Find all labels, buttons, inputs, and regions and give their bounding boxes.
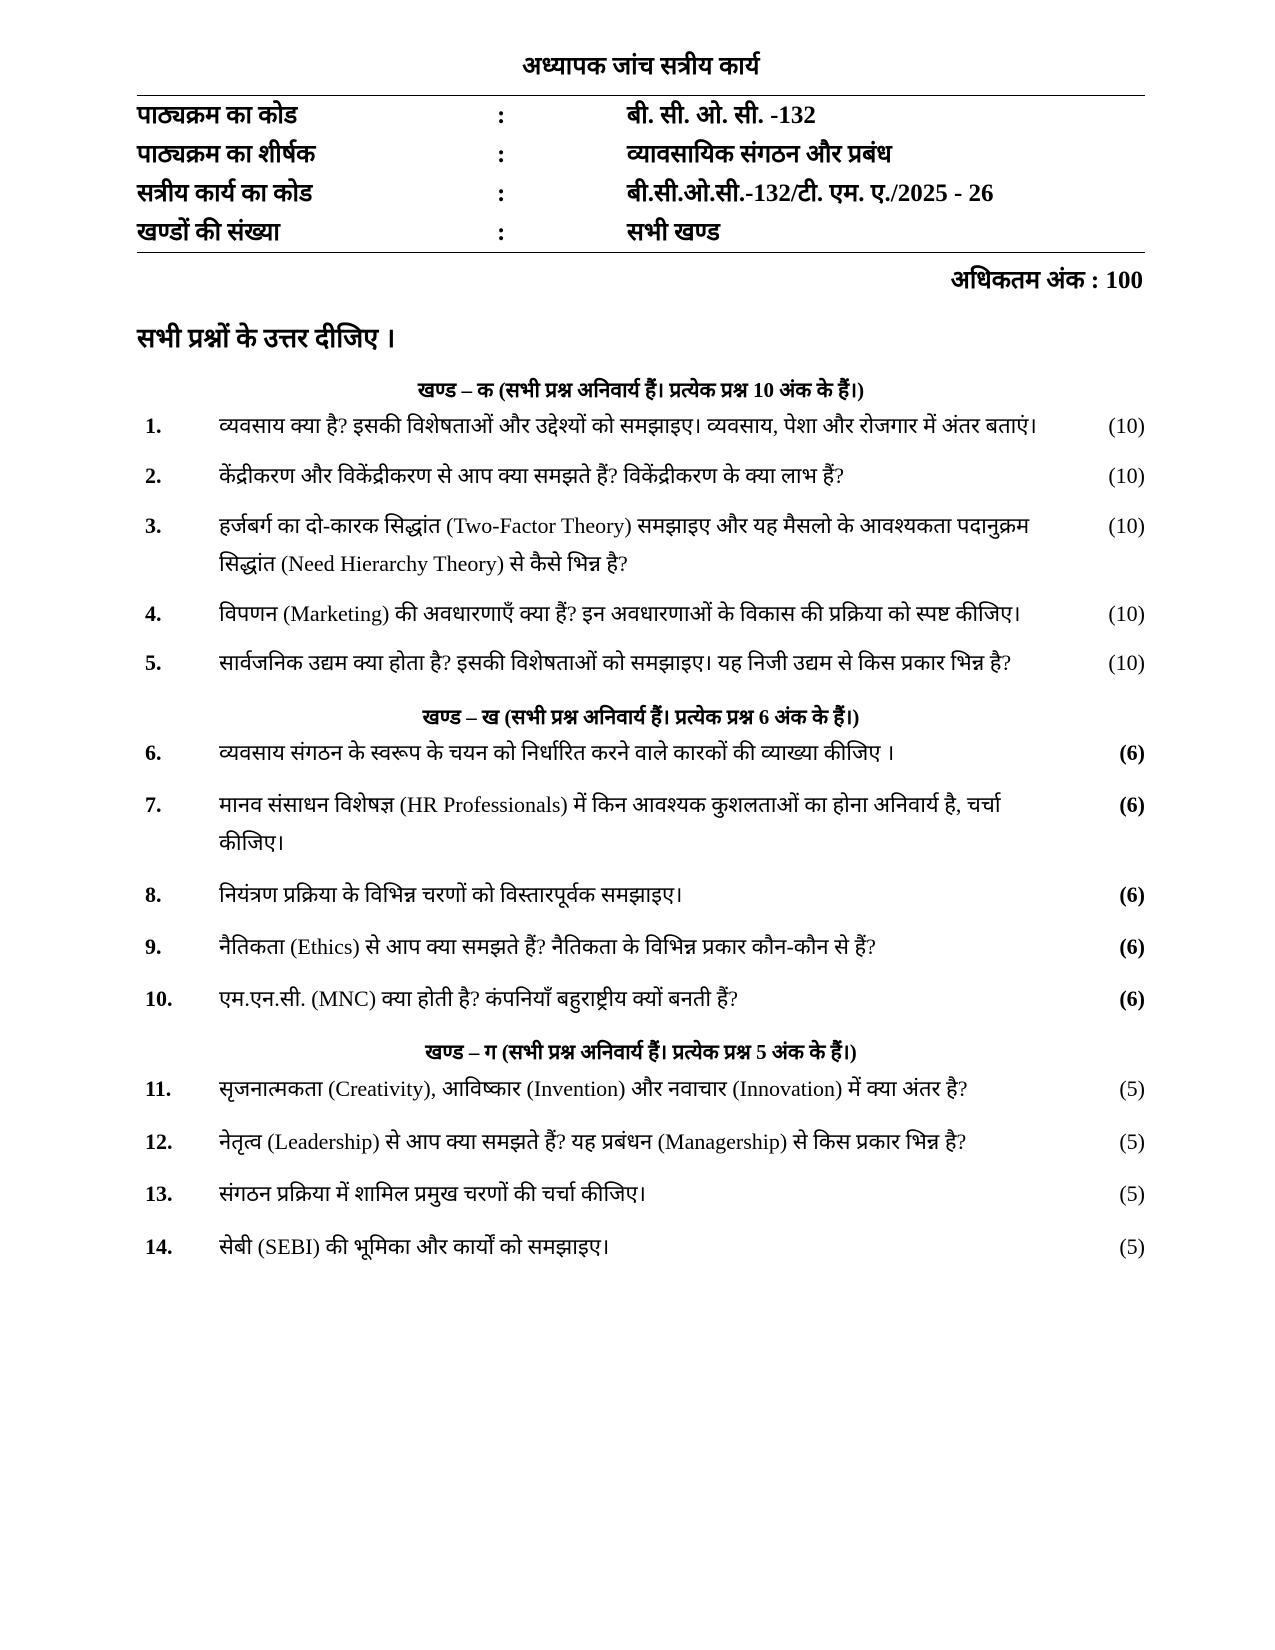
question-text: व्यवसाय क्या है? इसकी विशेषताओं और उद्देश्यों को समझाइए। व्यवसाय, पेशा और रोजगार में अंतर बताएं। [219, 413, 1037, 439]
question-text: नियंत्रण प्रक्रिया के विभिन्न चरणों को विस्तारपूर्वक समझाइए। [219, 881, 683, 907]
section-a-heading: खण्ड – क (सभी प्रश्न अनिवार्य हैं। प्रत्येक प्रश्न 10 अंक के हैं।) [417, 378, 865, 402]
question-number: 13. [145, 1181, 173, 1207]
question-item [137, 928, 1145, 966]
question-item [137, 595, 1145, 633]
question-marks: (6) [1119, 792, 1145, 818]
course-code-label: पाठ्यक्रम का कोड [137, 102, 298, 129]
question-item [137, 1070, 1145, 1108]
question-text: सार्वजनिक उद्यम क्या होता है? इसकी विशेषताओं को समझाइए। यह निजी उद्यम से किस प्रकार भिन्न है? [219, 650, 1012, 676]
assignment-code-value: बी.सी.ओ.सी.-132/टी. एम. ए./2025 - 26 [627, 180, 994, 207]
question-text: केंद्रीकरण और विकेंद्रीकरण से आप क्या समझते हैं? विकेंद्रीकरण के क्या लाभ हैं? [219, 463, 844, 489]
section-c-heading: खण्ड – ग (सभी प्रश्न अनिवार्य हैं। प्रत्येक प्रश्न 5 अंक के हैं।) [425, 1040, 857, 1065]
section-b-heading: खण्ड – ख (सभी प्रश्न अनिवार्य हैं। प्रत्येक प्रश्न 6 अंक के हैं।) [422, 705, 860, 730]
question-text: नेतृत्व (Leadership) से आप क्या समझते हैं? यह प्रबंधन (Managership) से किस प्रकार भिन्न है? [219, 1128, 967, 1154]
question-item [137, 1175, 1145, 1213]
question-number: 2. [145, 463, 162, 489]
table-row [137, 174, 1145, 213]
question-marks: (10) [1108, 650, 1145, 676]
section-c-question-list [137, 1070, 1145, 1266]
question-number: 12. [145, 1128, 173, 1154]
assignment-code-separator: : [497, 180, 506, 207]
question-number: 3. [145, 512, 162, 538]
question-item [137, 734, 1145, 772]
table-row [137, 213, 1145, 252]
question-marks: (5) [1119, 1234, 1145, 1260]
question-text: नैतिकता (Ethics) से आप क्या समझते हैं? नैतिकता के विभिन्न प्रकार कौन-कौन से हैं? [219, 933, 876, 959]
question-marks: (6) [1119, 740, 1145, 766]
question-number: 5. [145, 650, 162, 676]
question-number: 14. [145, 1234, 173, 1260]
question-number: 11. [145, 1075, 172, 1101]
question-item [137, 876, 1145, 914]
course-title-separator: : [497, 141, 506, 168]
question-marks: (6) [1119, 933, 1145, 959]
page-title: अध्यापक जांच सत्रीय कार्य [522, 53, 760, 80]
maximum-marks: अधिकतम अंक : 100 [950, 267, 1143, 294]
question-text: हर्जबर्ग का दो-कारक सिद्धांत (Two-Factor Theory) समझाइए और यह मैसलो के आवश्यकता पदानुक्रम सिद्धांत (Need Hierarchy Theory) से कैसे भिन्न है? [219, 512, 1030, 576]
question-text: सेबी (SEBI) की भूमिका और कार्यों को समझाइए। [219, 1234, 610, 1260]
course-code-value: बी. सी. ओ. सी. -132 [627, 102, 816, 129]
question-text: व्यवसाय संगठन के स्वरूप के चयन को निर्धारित करने वाले कारकों की व्याख्या कीजिए । [219, 740, 895, 766]
header-bottom-rule [137, 252, 1145, 253]
question-text: मानव संसाधन विशेषज्ञ (HR Professionals) में किन आवश्यक कुशलताओं का होना अनिवार्य है, चर्चा कीजिए। [219, 792, 1001, 856]
question-number: 4. [145, 600, 162, 626]
question-marks: (6) [1119, 985, 1145, 1011]
question-number: 8. [145, 881, 162, 907]
answer-all-instruction: सभी प्रश्नों के उत्तर दीजिए । [137, 323, 396, 353]
assignment-code-label: सत्रीय कार्य का कोड [137, 180, 313, 207]
question-text: एम.एन.सी. (MNC) क्या होती है? कंपनियाँ बहुराष्ट्रीय क्यों बनती हैं? [219, 985, 739, 1011]
question-marks: (10) [1108, 463, 1145, 489]
question-marks: (5) [1119, 1181, 1145, 1207]
question-item [137, 1123, 1145, 1161]
question-text: संगठन प्रक्रिया में शामिल प्रमुख चरणों की चर्चा कीजिए। [219, 1181, 646, 1207]
question-marks: (10) [1108, 413, 1145, 439]
course-details-table [137, 96, 1145, 252]
question-number: 10. [145, 985, 173, 1011]
question-item [137, 1228, 1145, 1266]
question-item [137, 507, 1145, 583]
blocks-count-separator: : [497, 219, 506, 246]
table-row [137, 135, 1145, 174]
question-text: विपणन (Marketing) की अवधारणाएँ क्या हैं? इन अवधारणाओं के विकास की प्रक्रिया को स्पष्ट कीजिए। [219, 600, 1021, 626]
question-number: 9. [145, 933, 162, 959]
section-b-question-list [137, 734, 1145, 1017]
course-title-value: व्यावसायिक संगठन और प्रबंध [627, 141, 892, 168]
question-item [137, 644, 1145, 682]
question-number: 6. [145, 740, 162, 766]
course-title-label: पाठ्यक्रम का शीर्षक [137, 141, 316, 168]
question-item [137, 457, 1145, 495]
question-marks: (5) [1119, 1075, 1145, 1101]
question-marks: (10) [1108, 600, 1145, 626]
question-number: 7. [145, 792, 162, 818]
question-marks: (10) [1108, 512, 1145, 538]
question-marks: (5) [1119, 1128, 1145, 1154]
section-a-question-list [137, 407, 1145, 682]
question-marks: (6) [1119, 881, 1145, 907]
question-item [137, 980, 1145, 1018]
table-row [137, 96, 1145, 135]
section-b [137, 704, 1145, 1017]
section-c [137, 1039, 1145, 1266]
question-text: सृजनात्मकता (Creativity), आविष्कार (Invention) और नवाचार (Innovation) में क्या अंतर है? [219, 1075, 968, 1101]
section-a [137, 377, 1145, 682]
blocks-count-label: खण्डों की संख्या [137, 219, 280, 246]
question-item [137, 407, 1145, 445]
course-code-separator: : [497, 102, 506, 129]
question-number: 1. [145, 413, 162, 439]
question-item [137, 786, 1145, 862]
blocks-count-value: सभी खण्ड [627, 219, 720, 246]
